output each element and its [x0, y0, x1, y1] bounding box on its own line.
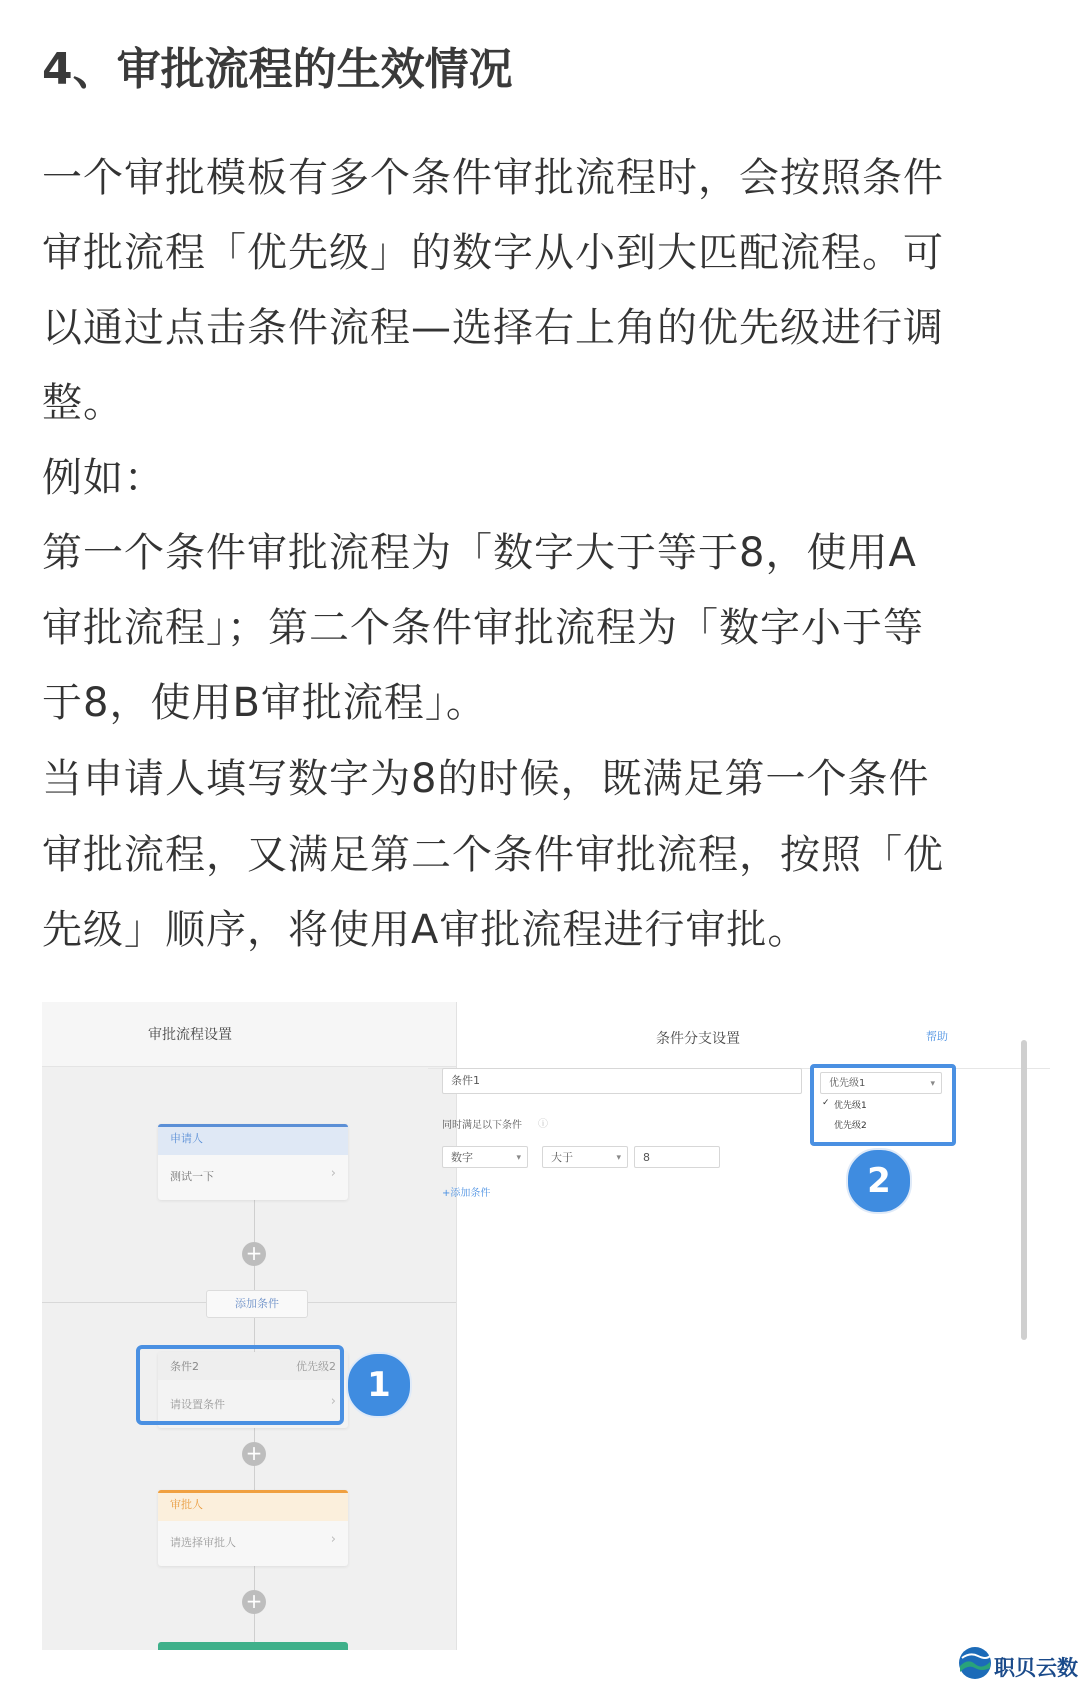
condition-label: 条件2 — [170, 1360, 199, 1373]
flow-settings-title: 审批流程设置 — [148, 1027, 232, 1043]
add-node-plus-icon[interactable]: + — [242, 1242, 266, 1266]
value-input[interactable]: 8 — [634, 1146, 720, 1168]
caret-down-icon: ▾ — [616, 1153, 621, 1163]
priority-select-value: 优先级1 — [829, 1078, 866, 1089]
caret-down-icon: ▾ — [930, 1079, 935, 1089]
help-link[interactable]: 帮助 — [926, 1030, 948, 1043]
check-icon: ✓ — [822, 1098, 830, 1108]
paragraph-line: 整。 — [42, 380, 124, 426]
applicant-node[interactable] — [158, 1124, 348, 1200]
rule-label: 同时满足以下条件 — [442, 1120, 522, 1131]
chevron-right-icon: › — [330, 1394, 336, 1409]
add-node-plus-icon[interactable]: + — [242, 1590, 266, 1614]
add-condition-link[interactable]: +添加条件 — [442, 1188, 491, 1199]
condition-priority: 优先级2 — [296, 1360, 336, 1373]
condition-value: 请设置条件 — [170, 1398, 225, 1411]
brand-logo-icon — [958, 1646, 992, 1684]
operator-select-value: 大于 — [551, 1151, 573, 1164]
approver-node[interactable] — [158, 1490, 348, 1566]
applicant-value: 测试一下 — [170, 1170, 214, 1183]
add-node-plus-icon[interactable]: + — [242, 1442, 266, 1466]
paragraph-line: 一个审批模板有多个条件审批流程时，会按照条件 — [42, 155, 944, 201]
applicant-label: 申请人 — [170, 1132, 203, 1145]
paragraph-line: 当申请人填写数字为8的时候，既满足第一个条件 — [42, 756, 930, 802]
paragraph-line: 第一个条件审批流程为「数字大于等于8，使用A — [42, 530, 917, 576]
paragraph-line: 以通过点击条件流程—选择右上角的优先级进行调 — [42, 305, 944, 351]
info-icon: ⓘ — [538, 1119, 548, 1130]
approver-label: 审批人 — [170, 1498, 203, 1511]
paragraph-line: 例如： — [42, 455, 165, 501]
brand-watermark: 职贝云数 — [994, 1656, 1078, 1680]
step-badge-2: 2 — [846, 1148, 912, 1214]
priority-select[interactable] — [820, 1072, 942, 1094]
field-select[interactable] — [442, 1146, 528, 1168]
priority-dropdown-highlight — [810, 1064, 956, 1146]
condition-name-input[interactable]: 条件1 — [442, 1068, 802, 1094]
section-heading: 4、审批流程的生效情况 — [42, 44, 513, 95]
paragraph-line: 先级」顺序，将使用A审批流程进行审批。 — [42, 907, 809, 953]
caret-down-icon: ▾ — [516, 1153, 521, 1163]
paragraph-line: 于8，使用B审批流程」。 — [42, 680, 487, 726]
field-select-value: 数字 — [451, 1151, 473, 1164]
flow-settings-panel — [42, 1002, 457, 1650]
ui-screenshot — [42, 1002, 1050, 1650]
chevron-right-icon: › — [330, 1532, 336, 1547]
priority-option-2[interactable]: 优先级2 — [834, 1121, 867, 1131]
branch-settings-title: 条件分支设置 — [656, 1031, 740, 1047]
condition-highlight-box — [136, 1345, 344, 1425]
paragraph-line: 审批流程，又满足第二个条件审批流程，按照「优 — [42, 832, 944, 878]
approver-value: 请选择审批人 — [170, 1536, 236, 1549]
priority-option-1[interactable]: 优先级1 — [834, 1101, 867, 1111]
scrollbar[interactable] — [1021, 1040, 1027, 1340]
paragraph-line: 审批流程」；第二个条件审批流程为「数字小于等 — [42, 605, 924, 651]
paragraph-line: 审批流程「优先级」的数字从小到大匹配流程。可 — [42, 230, 944, 276]
add-condition-button[interactable]: 添加条件 — [206, 1290, 308, 1318]
next-node-top-bar — [158, 1642, 348, 1650]
step-badge-1: 1 — [346, 1352, 412, 1418]
flow-settings-header — [42, 1002, 456, 1067]
chevron-right-icon: › — [330, 1166, 336, 1181]
operator-select[interactable] — [542, 1146, 628, 1168]
